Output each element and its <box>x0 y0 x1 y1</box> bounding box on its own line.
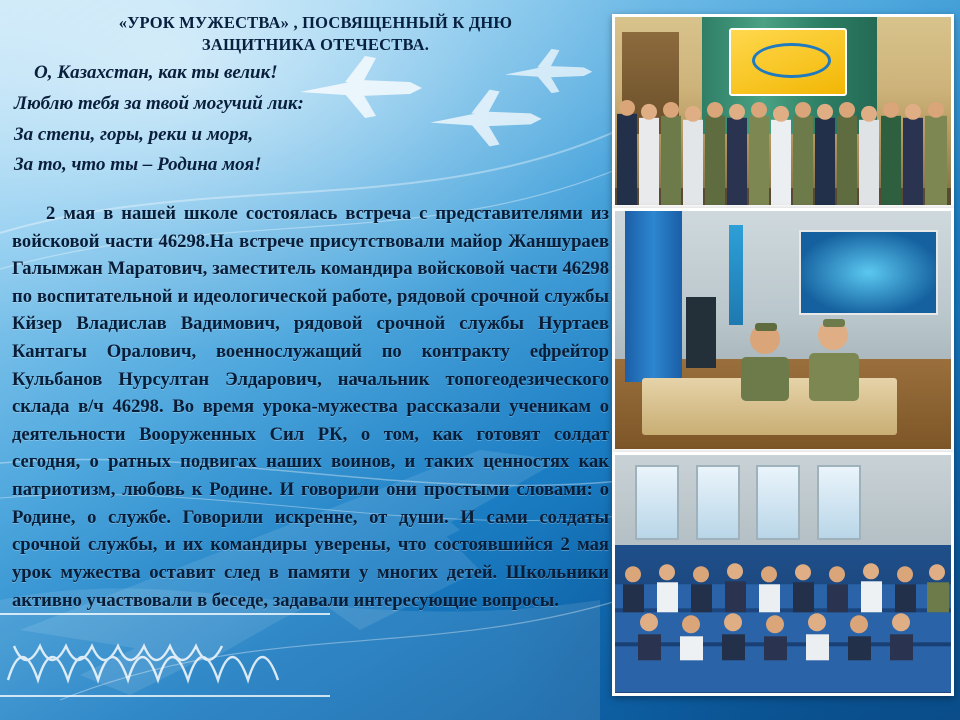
poem-line-1: О, Казахстан, как ты велик! <box>34 62 278 83</box>
poem-block <box>10 58 590 181</box>
photo-group-assembly-hall <box>612 14 954 208</box>
body-paragraph: 2 мая в нашей школе состоялась встреча с представителями из войсковой части 46298.На встрече присутствовали майор Жаншураев Галымжан Маратович, заместитель командира войсковой части 46298 по воспитательной и идеологической работе, рядовой срочной службы Кйзер Владислав Вадимович, рядовой срочной службы Нуртаев Кантагы Оралович, военнослужащий по контракту ефрейтор Кульбанов Нурсултан Элдарович, начальник топогеодезического склада в/ч 46298. Во время урока-мужества рассказали ученикам о деятельности Вооруженных Сил РК, о том, как готовят солдат сегодня, о ратных подвигах наших воинов, и таких ценностях как патриотизм, любовь к Родине. И говорили они простыми словами: о Родине, о службе. Говорили искренне, от души. И сами солдаты срочной службы, и их командиры уверены, что состоявшийся 2 мая урок мужества оставит след в памяти у многих детей. Школьники активно участвовали в беседе, задавали интересующие вопросы. <box>12 203 609 611</box>
title-line-2: ЗАЩИТНИКА ОТЕЧЕСТВА. <box>201 35 430 55</box>
slide-title <box>28 12 603 57</box>
kazakh-ornament-icon <box>0 600 330 720</box>
photo-auditorium-audience <box>612 452 954 696</box>
photo-classroom-meeting <box>612 208 954 452</box>
poem-line-4: За то, что ты – Родина моя! <box>14 154 262 176</box>
title-line-1: «УРОК МУЖЕСТВА» , ПОСВЯЩЕННЫЙ К ДНЮ <box>118 13 513 32</box>
poem-line-2: Люблю тебя за твой могучий лик: <box>14 92 304 114</box>
poem-line-3: За степи, горы, реки и моря, <box>14 123 254 145</box>
